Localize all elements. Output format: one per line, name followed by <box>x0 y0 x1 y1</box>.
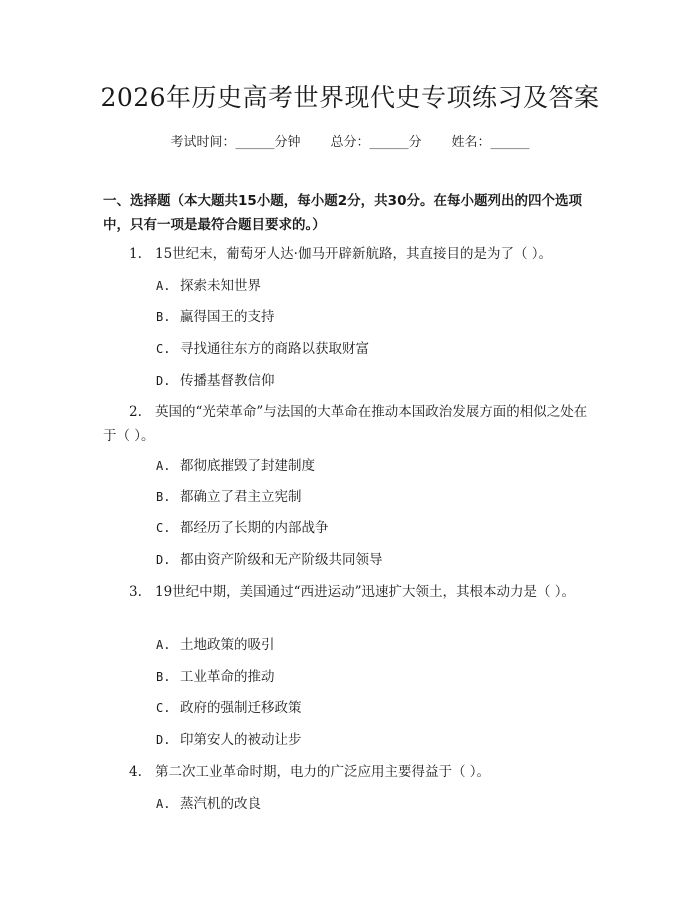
question-1 <box>103 242 598 266</box>
option-text: 都由资产阶级和无产阶级共同领导 <box>180 552 383 568</box>
option-text: 探索未知世界 <box>180 278 261 294</box>
question-1-option-a <box>156 276 261 296</box>
option-letter: D. <box>156 733 171 747</box>
option-text: 都经历了长期的内部战争 <box>180 520 329 536</box>
question-2-option-b <box>156 487 302 507</box>
question-number: 2. <box>129 404 142 420</box>
option-letter: A. <box>156 459 171 473</box>
question-2-option-a <box>156 456 315 476</box>
exam-meta <box>0 131 700 150</box>
question-number: 4. <box>129 764 142 780</box>
option-letter: B. <box>156 670 171 684</box>
question-1-option-d <box>156 371 275 391</box>
option-text: 蒸汽机的改良 <box>180 796 261 812</box>
question-1-option-b <box>156 307 275 327</box>
question-4 <box>103 760 598 784</box>
option-letter: B. <box>156 490 171 504</box>
question-number: 3. <box>129 584 142 600</box>
name-label: 姓名：______ <box>451 135 530 150</box>
option-text: 传播基督教信仰 <box>180 373 275 389</box>
question-3-option-b <box>156 667 275 687</box>
option-letter: A. <box>156 797 171 811</box>
page-title: 2026年历史高考世界现代史专项练习及答案 <box>100 83 600 112</box>
section-heading: 一、选择题（本大题共15小题，每小题2分，共30分。在每小题列出的四个选项中，只有一项是最符合题目要求的。） <box>103 193 582 233</box>
total-score-label: 总分：______分 <box>330 135 422 150</box>
option-letter: C. <box>156 701 171 715</box>
question-number: 1. <box>129 246 142 262</box>
option-text: 都确立了君主立宪制 <box>180 489 302 505</box>
option-letter: D. <box>156 374 171 388</box>
question-2 <box>103 400 598 448</box>
question-3-option-c <box>156 698 302 718</box>
option-letter: C. <box>156 342 171 356</box>
option-text: 工业革命的推动 <box>180 669 275 685</box>
option-text: 赢得国王的支持 <box>180 309 275 325</box>
option-letter: D. <box>156 553 171 567</box>
question-text: 15世纪末，葡萄牙人达·伽马开辟新航路，其直接目的是为了（ ）。 <box>155 246 553 262</box>
option-letter: A. <box>156 638 171 652</box>
question-text: 19世纪中期，美国通过“西进运动”迅速扩大领土，其根本动力是（ ）。 <box>155 584 576 600</box>
option-text: 政府的强制迁移政策 <box>180 700 302 716</box>
option-letter: B. <box>156 310 171 324</box>
question-3-option-a <box>156 635 275 655</box>
question-3-option-d <box>156 730 302 750</box>
option-text: 寻找通往东方的商路以获取财富 <box>180 341 369 357</box>
option-letter: A. <box>156 279 171 293</box>
option-letter: C. <box>156 521 171 535</box>
option-text: 都彻底摧毁了封建制度 <box>180 458 315 474</box>
question-1-option-c <box>156 339 369 359</box>
question-4-option-a <box>156 794 261 814</box>
question-3 <box>103 580 598 604</box>
question-2-option-d <box>156 550 383 570</box>
question-2-option-c <box>156 518 329 538</box>
question-text: 第二次工业革命时期，电力的广泛应用主要得益于（ ）。 <box>155 764 491 780</box>
option-text: 印第安人的被动让步 <box>180 732 302 748</box>
question-text: 英国的“光荣革命”与法国的大革命在推动本国政治发展方面的相似之处在于（ ）。 <box>103 404 588 444</box>
exam-time-label: 考试时间：______分钟 <box>170 135 301 150</box>
option-text: 土地政策的吸引 <box>180 637 275 653</box>
